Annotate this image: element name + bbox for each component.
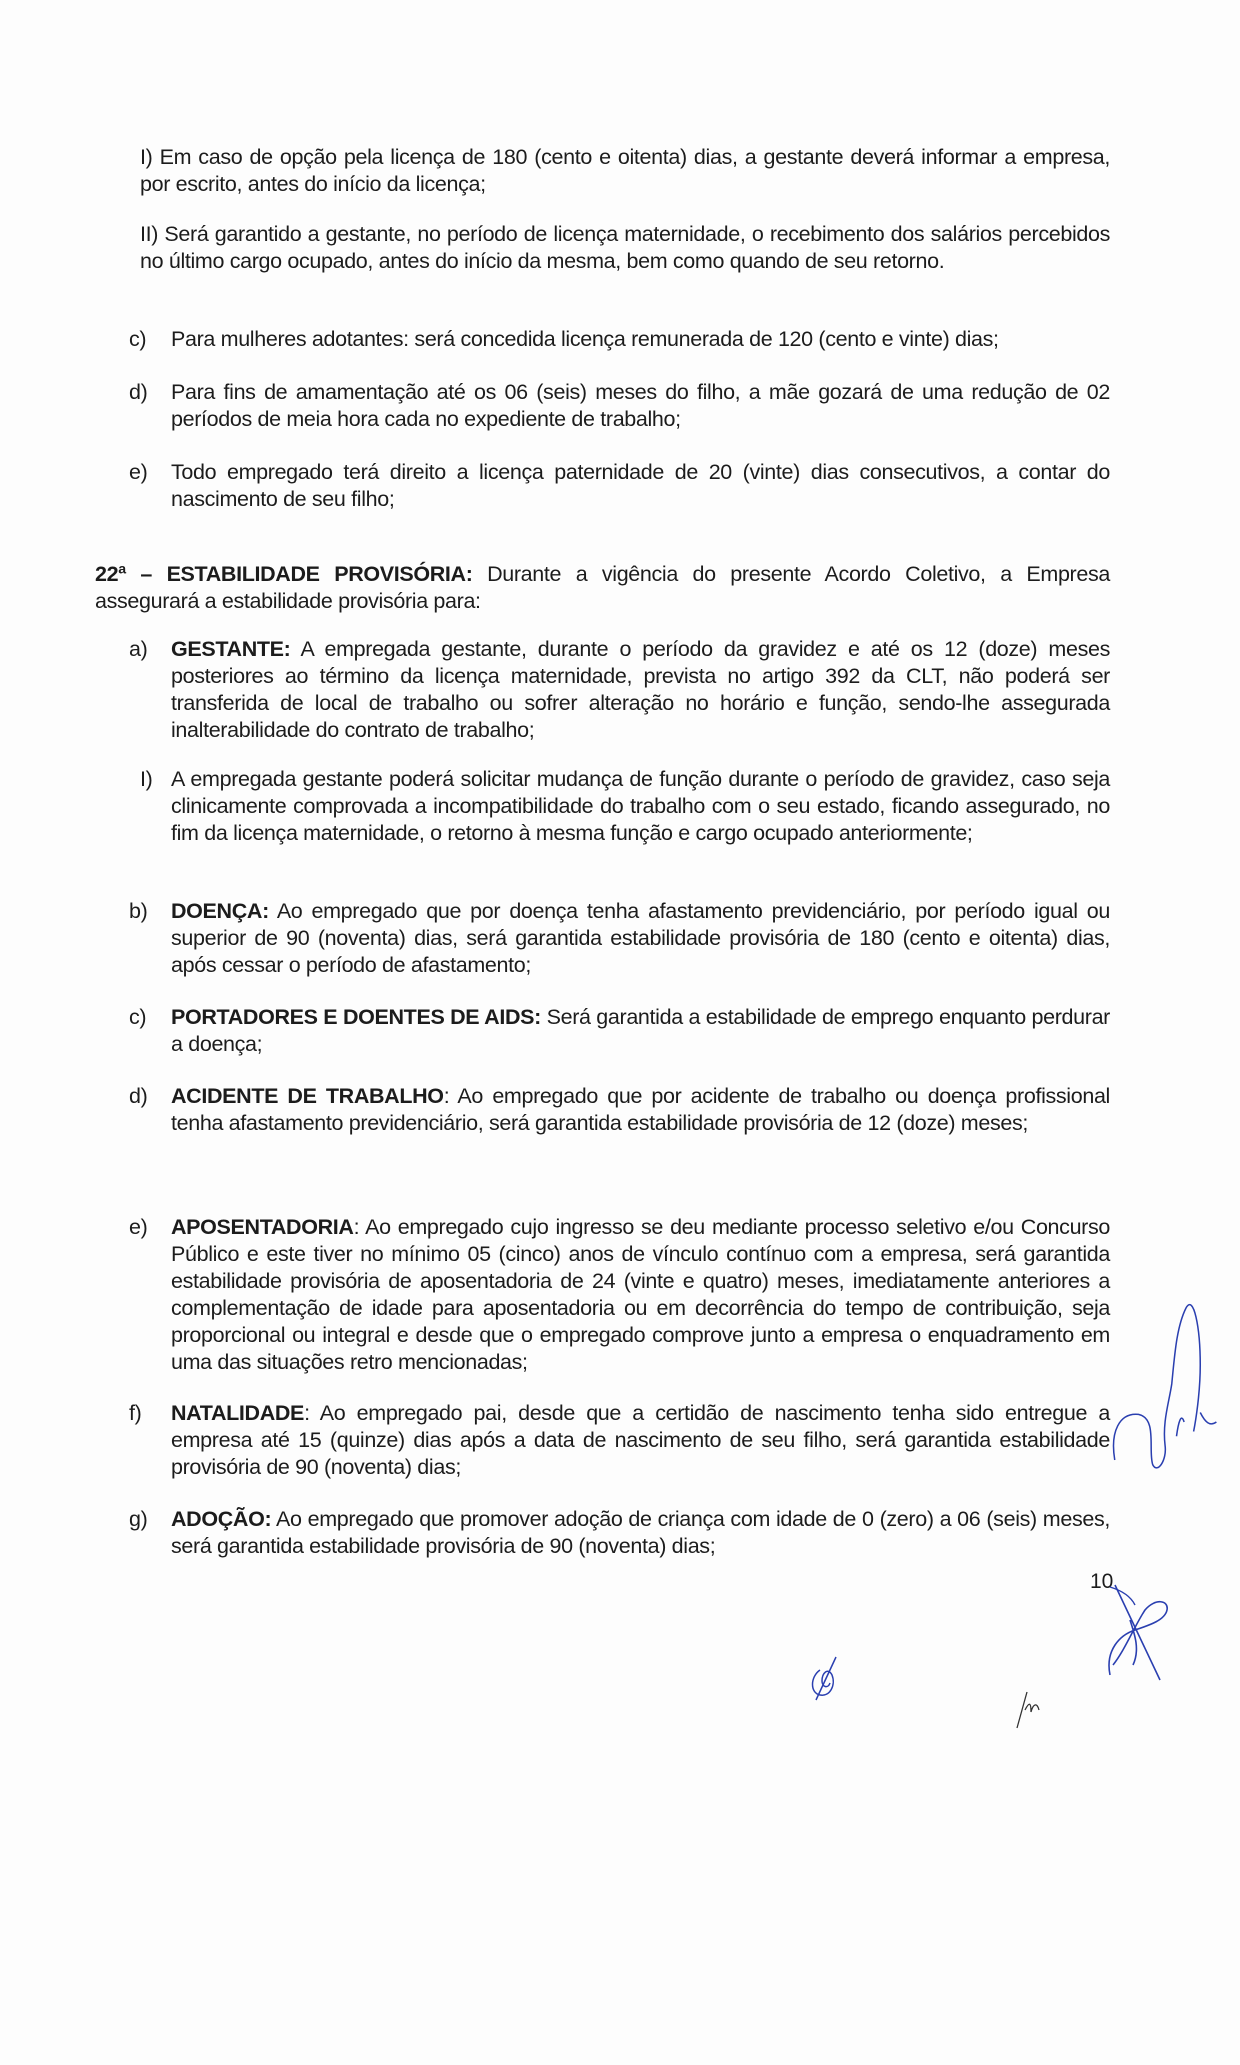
page-number-hook-icon <box>1110 1585 1140 1605</box>
list-marker: e) <box>129 1215 148 1239</box>
margin-signature-icon <box>1110 1290 1230 1490</box>
list-marker: e) <box>129 460 148 484</box>
page-number: 10 <box>1090 1570 1114 1593</box>
stability-item-doenca <box>129 898 1110 979</box>
item-title: ADOÇÃO: <box>171 1507 272 1531</box>
list-item-c-adotantes <box>129 326 1110 353</box>
item-title: GESTANTE: <box>171 637 291 661</box>
item-title: APOSENTADORIA <box>171 1215 354 1239</box>
item-body: A empregada gestante, durante o período da gravidez e até os 12 (doze) meses posteriores ao término da licença maternidade, prevista no artigo 392 da CLT, não poderá ser transferida de local de trabalho ou sofrer alteração no horário e função, sendo-lhe assegurada inalterabilidade do contrato de trabalho; <box>171 637 1110 742</box>
list-marker: g) <box>129 1507 148 1531</box>
stability-item-aposentadoria <box>129 1214 1110 1376</box>
clause-paragraph <box>95 561 1110 615</box>
list-item-e-paternidade <box>129 459 1110 513</box>
list-item-text: Todo empregado terá direito a licença paternidade de 20 (vinte) dias consecutivos, a contar do nascimento de seu filho; <box>171 460 1110 511</box>
list-item-text <box>171 1506 1110 1560</box>
item-body: : Ao empregado pai, desde que a certidão de nascimento tenha sido entregue a empresa até 15 (quinze) dias após a data de nascimento de seu filho, será garantida estabilidade provisória de 90 (noventa) dias; <box>171 1401 1110 1479</box>
list-marker: d) <box>129 1084 148 1108</box>
clause-title: 22ª – ESTABILIDADE PROVISÓRIA: <box>95 562 473 586</box>
item-body: Ao empregado que promover adoção de criança com idade de 0 (zero) a 06 (seis) meses, será garantida estabilidade provisória de 90 (noventa) dias; <box>171 1507 1110 1558</box>
list-marker: c) <box>129 327 147 351</box>
list-item-text <box>171 898 1110 979</box>
item-title: DOENÇA: <box>171 899 269 923</box>
paragraph-text: II) Será garantido a gestante, no período de licença maternidade, o recebimento dos salários percebidos no último cargo ocupado, antes do início da mesma, bem como quando de seu retorno. <box>140 222 1110 273</box>
list-marker: f) <box>129 1401 142 1425</box>
item-body: Ao empregado que por doença tenha afastamento previdenciário, por período igual ou superior de 90 (noventa) dias, será garantida estabilidade provisória de 180 (cento e oitenta) dias, após cessar o período de afastamento; <box>171 899 1110 977</box>
list-item-text: A empregada gestante poderá solicitar mudança de função durante o período de gravidez, caso seja clinicamente comprovada a incompatibilidade do trabalho com o seu estado, ficando assegurado, no fim da licença maternidade, o retorno à mesma função e cargo ocupado anteriormente; <box>171 767 1110 845</box>
sub-item-I <box>140 144 1110 198</box>
list-item-text <box>171 1004 1110 1058</box>
list-marker: c) <box>129 1005 147 1029</box>
item-title: ACIDENTE DE TRABALHO <box>171 1084 444 1108</box>
stability-sub-item-I <box>140 766 1110 847</box>
list-item-text <box>171 636 1110 744</box>
sub-item-II <box>140 221 1110 275</box>
list-marker: a) <box>129 637 148 661</box>
list-item-text: Para mulheres adotantes: será concedida licença remunerada de 120 (cento e vinte) dias; <box>171 327 999 351</box>
stability-item-acidente <box>129 1083 1110 1137</box>
stability-item-natalidade <box>129 1400 1110 1481</box>
list-item-d-amamentacao <box>129 379 1110 433</box>
item-body: : Ao empregado que por acidente de trabalho ou doença profissional tenha afastamento previdenciário, será garantida estabilidade provisória de 12 (doze) meses; <box>171 1084 1110 1135</box>
clause-intro: Durante a vigência do presente Acordo Coletivo, a Empresa assegurará a estabilidade provisória para: <box>95 562 1110 613</box>
initials-center-icon <box>808 1655 848 1705</box>
list-item-text <box>171 1214 1110 1376</box>
item-title: PORTADORES E DOENTES DE AIDS: <box>171 1005 541 1029</box>
initials-pencil-icon <box>1015 1690 1055 1730</box>
list-marker: I) <box>140 767 153 791</box>
list-marker: b) <box>129 899 148 923</box>
stability-item-adocao <box>129 1506 1110 1560</box>
paragraph-text: I) Em caso de opção pela licença de 180 (cento e oitenta) dias, a gestante deverá informar a empresa, por escrito, antes do início da licença; <box>140 145 1110 196</box>
clause-22-heading <box>95 561 1110 615</box>
item-body: Será garantida a estabilidade de emprego enquanto perdurar a doença; <box>171 1005 1110 1056</box>
list-item-text <box>171 1083 1110 1137</box>
list-item-text <box>171 1400 1110 1481</box>
stability-item-gestante <box>129 636 1110 744</box>
stability-item-aids <box>129 1004 1110 1058</box>
list-item-text: Para fins de amamentação até os 06 (seis) meses do filho, a mãe gozará de uma redução de 02 períodos de meia hora cada no expediente de trabalho; <box>171 380 1110 431</box>
item-title: NATALIDADE <box>171 1401 305 1425</box>
list-marker: d) <box>129 380 148 404</box>
item-body: : Ao empregado cujo ingresso se deu mediante processo seletivo e/ou Concurso Público e este tiver no mínimo 05 (cinco) anos de vínculo contínuo com a empresa, será garantida estabilidade provisória de aposentadoria de 24 (vinte e quatro) meses, imediatamente anteriores a complementação de idade para aposentadoria ou em decorrência do tempo de contribuição, seja proporcional ou integral e desde que o empregado comprove junto a empresa o enquadramento em uma das situações retro mencionadas; <box>171 1215 1110 1374</box>
